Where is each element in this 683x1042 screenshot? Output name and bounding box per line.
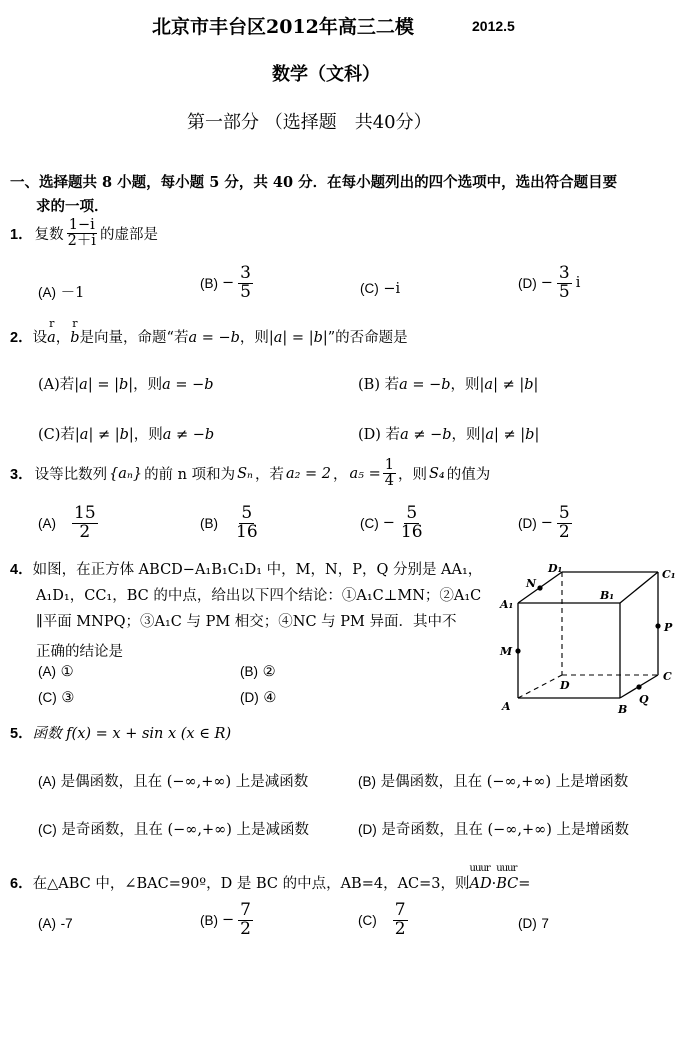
q3-option-d[interactable]: (D) − $\frac{5}{2}$ (518, 503, 570, 542)
q2-option-c[interactable]: (C)若|a| ≠ |b|，则a ≠ −b (38, 427, 215, 443)
stem-text: 复数 (34, 227, 64, 244)
question-number: 2． (10, 330, 33, 346)
part-title: 第一部分 （选择题 共40分） (187, 112, 432, 133)
q5-option-c[interactable]: (C) 是奇函数，且在 (−∞,+∞) 上是减函数 (38, 822, 309, 838)
label-Q: Q (639, 693, 649, 706)
q2-option-a[interactable]: (A)若|a| = |b|，则a = −b (38, 377, 214, 393)
q1-option-b[interactable]: (B) − $\frac{3}{5}$ (200, 263, 251, 302)
label-D1: D₁ (548, 562, 563, 575)
question-number: 3． (10, 467, 33, 484)
question-4-line1: 4．如图，在正方体 ABCD−A₁B₁C₁D₁ 中，M，N，P，Q 分别是 AA₁， (10, 562, 483, 578)
question-number: 1． (10, 227, 33, 244)
question-4-line4: 正确的结论是 (36, 644, 123, 660)
cube-figure (490, 560, 682, 720)
q5-option-b[interactable]: (B) 是偶函数，且在 (−∞,+∞) 上是增函数 (358, 774, 629, 790)
point-M (515, 648, 520, 653)
q3-option-c[interactable]: (C) − $\frac{5}{16}$ (360, 503, 423, 542)
question-6-stem: 6．在△ABC 中，∠BAC=90º，D 是 BC 的中点，AB=4，AC=3，则uuur AD·uuur BC= (10, 872, 530, 893)
q5-option-a[interactable]: (A) 是偶函数，且在 (−∞,+∞) 上是减函数 (38, 774, 309, 790)
question-2-stem: 2．设r a，r b是向量，命题“若a = −b，则|a| = |b|”的否命题是 (10, 326, 408, 347)
section-instructions-line1: 一、选择题共 8 小题，每小题 5 分，共 40 分．在每小题列出的四个选项中，选出符合题目要 (10, 174, 618, 191)
q6-option-d[interactable]: (D) 7 (518, 916, 549, 931)
subject-title: 数学（文科） (272, 64, 380, 85)
label-C: C (663, 670, 672, 683)
exam-date: 2012.5 (472, 18, 515, 34)
question-1-stem (10, 218, 158, 249)
q3-option-b[interactable]: (B) $\frac{5}{16}$ (200, 503, 258, 542)
fraction: $\frac{1-i}{2+i}$ (67, 217, 96, 250)
q4-option-c[interactable]: (C) ③ (38, 690, 75, 706)
question-4-line3: ∥平面 MNPQ；③A₁C 与 PM 相交；④NC 与 PM 异面．其中不 (36, 614, 457, 630)
label-N: N (526, 577, 537, 590)
point-N (537, 585, 542, 590)
edge-B1C1 (620, 572, 658, 603)
question-4-line2: A₁D₁，CC₁，BC 的中点，给出以下四个结论：①A₁C⊥MN；②A₁C (36, 588, 482, 604)
question-3-stem: 3． 设等比数列 {aₙ} 的前 n 项和为 Sₙ ，若 a₂ = 2 ， a₅ = $\frac{1}{4}$ ，则 S₄ 的值为 (10, 457, 491, 490)
q5-option-d[interactable]: (D) 是奇函数，且在 (−∞,+∞) 上是增函数 (358, 822, 629, 838)
q1-option-c[interactable]: (C) −i (360, 281, 401, 297)
q1-option-a[interactable]: (A) －1 (38, 285, 85, 301)
label-A: A (502, 700, 511, 713)
label-D: D (560, 679, 570, 692)
label-B1: B₁ (600, 589, 615, 602)
label-A1: A₁ (500, 598, 514, 611)
q6-option-a[interactable]: (A) -7 (38, 916, 73, 931)
point-Q (636, 684, 641, 689)
q6-option-b[interactable]: (B) − $\frac{7}{2}$ (200, 900, 251, 939)
stem-text: 的虚部是 (99, 227, 158, 244)
label-B: B (618, 703, 628, 716)
exam-title: 北京市丰台区2012年高三二模 (152, 16, 414, 38)
q4-option-a[interactable]: (A) ① (38, 664, 74, 680)
q3-option-a[interactable]: (A) $\frac{15}{2}$ (38, 503, 96, 542)
question-5-stem: 5．函数 f(x) = x + sin x (x ∈ R) (10, 726, 232, 742)
label-M: M (500, 645, 513, 658)
q1-option-d[interactable]: (D) − $\frac{3}{5}$ i (518, 263, 581, 302)
q6-option-c[interactable]: (C) $\frac{7}{2}$ (358, 900, 406, 939)
q4-option-d[interactable]: (D) ④ (240, 690, 277, 706)
q2-option-b[interactable]: (B) 若a = −b，则|a| ≠ |b| (358, 377, 539, 393)
label-P: P (664, 621, 673, 634)
section-instructions-line2: 求的一项． (36, 198, 109, 215)
point-P (655, 623, 660, 628)
q4-option-b[interactable]: (B) ② (240, 664, 276, 680)
label-C1: C₁ (662, 568, 676, 581)
q2-option-d[interactable]: (D) 若a ≠ −b，则|a| ≠ |b| (358, 427, 540, 443)
edge-AD-hidden (518, 675, 562, 698)
